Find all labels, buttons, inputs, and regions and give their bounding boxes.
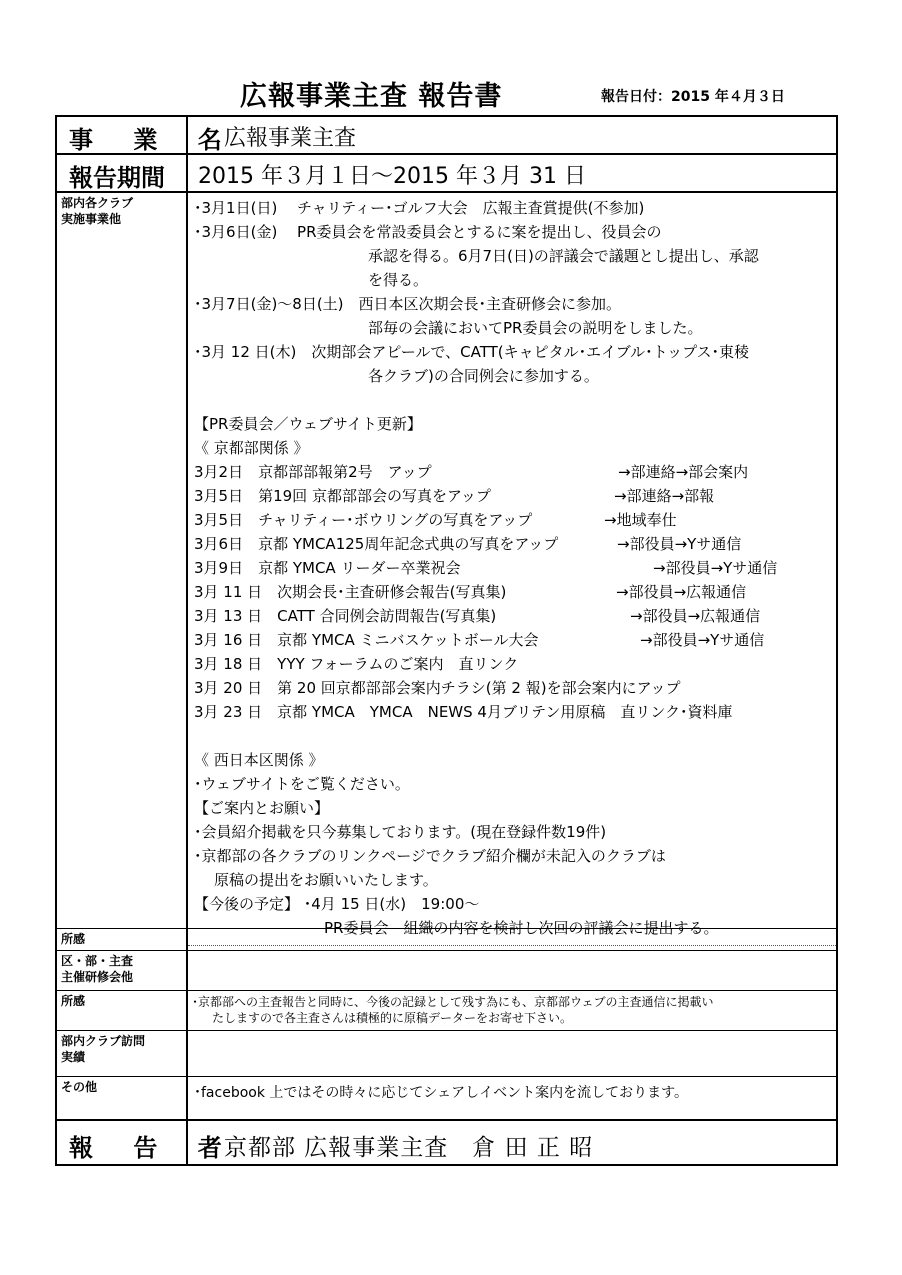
update-row — [194, 700, 836, 724]
notice-heading: 【ご案内とお願い】 — [194, 799, 330, 817]
west-line: ･ウェブサイトをご覧ください。 — [194, 775, 410, 793]
reporter-label-cell — [57, 1121, 238, 1164]
project-value: 広報事業主査 — [224, 126, 357, 151]
dotted-rule — [188, 945, 836, 946]
visits-label-line: 部内クラブ訪問 — [61, 1034, 146, 1048]
update-text: 3月 23 日 京都 YMCA YMCA NEWS 4月ブリテン用原稿 直リンク･資料庫 — [194, 703, 733, 721]
period-value-cell — [188, 155, 836, 191]
event-line: 承認を得る。6月7日(日)の評議会で議題とし提出し、承認 — [368, 247, 759, 265]
update-row — [194, 628, 836, 652]
note-line: たしますので各主査さんは積極的に原稿データーをお寄せ下さい。 — [212, 1011, 573, 1025]
spacer — [194, 388, 836, 412]
update-row — [194, 652, 836, 676]
impression-1-label: 所感 — [61, 932, 86, 946]
update-text: 3月 18 日 YYY フォーラムのご案内 直リンク — [194, 655, 519, 673]
other-label: その他 — [61, 1080, 98, 1094]
seminar-label-line: 区・部・主査 — [61, 954, 134, 968]
notice-line: 原稿の提出をお願いいたします。 — [214, 871, 438, 889]
report-date: 報告日付：2015 年４月３日 — [601, 89, 785, 105]
activities-label-line: 部内各クラブ — [61, 196, 134, 210]
activities-label-line: 実施事業他 — [61, 212, 122, 226]
update-row — [194, 676, 836, 700]
impression-1-label-cell — [57, 929, 188, 950]
pr-heading: 【PR委員会／ウェブサイト更新】 — [194, 415, 422, 433]
update-arrow: →部役員→Yサ通信 — [617, 535, 742, 553]
event-line: ･3月6日(金) PR委員会を常設委員会とするに案を提出し、役員会の — [194, 223, 662, 241]
notice-line: ･京都部の各クラブのリンクページでクラブ紹介欄が未記入のクラブは — [194, 847, 666, 865]
update-text: 3月 11 日 次期会長･主査研修会報告(写真集) — [194, 583, 507, 601]
update-row — [194, 580, 836, 604]
row-seminar — [57, 951, 836, 991]
update-arrow: →地域奉仕 — [604, 511, 677, 529]
update-arrow: →部役員→Yサ通信 — [640, 631, 765, 649]
period-label-cell — [57, 155, 188, 191]
update-row — [194, 508, 836, 532]
event-line: 各クラブ)の合同例会に参加する。 — [368, 367, 599, 385]
project-label: 事 業 名 — [69, 126, 238, 154]
document-title: 広報事業主査 報告書 — [240, 81, 503, 112]
reporter-value: 京都部 広報事業主査 倉 田 正 昭 — [224, 1135, 594, 1161]
row-activities — [57, 193, 836, 937]
update-text: 3月 16 日 京都 YMCA ミニバスケットボール大会 — [194, 631, 539, 649]
update-text: 3月6日 京都 YMCA125周年記念式典の写真をアップ — [194, 535, 559, 553]
update-row — [194, 532, 836, 556]
project-value-cell — [188, 117, 836, 153]
visits-value-cell — [188, 1031, 836, 1076]
update-text: 3月5日 第19回 京都部部会の写真をアップ — [194, 487, 491, 505]
impression-1-value-cell — [188, 929, 836, 950]
other-value: ･facebook 上ではその時々に応じてシェアしイベント案内を流しております。 — [194, 1085, 688, 1101]
visits-label-line: 実績 — [61, 1050, 86, 1064]
note-line: ･京都部への主査報告と同時に、今後の記録として残す為にも、京都部ウェブの主査通信に掲載い — [192, 995, 714, 1009]
update-text: 3月9日 京都 YMCA リーダー卒業祝会 — [194, 559, 461, 577]
row-impression-1 — [57, 929, 836, 951]
impression-2-label-cell — [57, 991, 188, 1030]
update-text: 3月5日 チャリティー･ボウリングの写真をアップ — [194, 511, 533, 529]
row-reporter — [57, 1121, 836, 1164]
event-line: ･3月 12 日(木) 次期部会アピールで、CATT(キャピタル･エイブル･トップス･東稜 — [194, 343, 750, 361]
event-line: を得る。 — [368, 271, 429, 289]
event-line: 部毎の会議においてPR委員会の説明をしました。 — [368, 319, 703, 337]
visits-label — [57, 1031, 186, 1065]
row-period — [57, 155, 836, 193]
activities-content — [188, 193, 836, 940]
schedule-detail: PR委員会 組織の内容を検討し次回の評議会に提出する。 — [324, 919, 719, 937]
update-text: 3月 13 日 CATT 合同例会訪問報告(写真集) — [194, 607, 497, 625]
update-text: 3月2日 京都部部報第2号 アップ — [194, 463, 432, 481]
reporter-label: 報 告 者 — [69, 1134, 238, 1162]
seminar-value-cell — [188, 951, 836, 990]
update-row — [194, 460, 836, 484]
row-other — [57, 1077, 836, 1121]
row-project — [57, 117, 836, 155]
schedule-line: 【今後の予定】 ･4月 15 日(水) 19:00～ — [194, 895, 480, 913]
period-value: 2015 年３月１日～2015 年３月 31 日 — [198, 164, 586, 189]
notice-line: ･会員紹介掲載を只今募集しております。(現在登録件数19件) — [194, 823, 607, 841]
impression-2-value-cell — [188, 991, 836, 1030]
report-form — [55, 115, 838, 1166]
other-label-cell — [57, 1077, 188, 1119]
update-arrow: →部役員→広報通信 — [616, 583, 747, 601]
document-header — [0, 0, 902, 115]
impression-2-label: 所感 — [61, 994, 86, 1008]
update-row — [194, 484, 836, 508]
activities-label-cell — [57, 193, 188, 928]
reporter-value-cell — [188, 1121, 836, 1164]
update-arrow: →部連絡→部会案内 — [618, 463, 749, 481]
spacer — [194, 724, 836, 748]
update-arrow: →部役員→広報通信 — [630, 607, 761, 625]
update-row — [194, 604, 836, 628]
update-arrow: →部連絡→部報 — [614, 487, 715, 505]
kyoto-heading: 《 京都部関係 》 — [194, 439, 309, 457]
seminar-label-line: 主催研修会他 — [61, 970, 134, 984]
event-line: ･3月1日(日) チャリティー･ゴルフ大会 広報主査賞提供(不参加) — [194, 199, 645, 217]
update-row — [194, 556, 836, 580]
activities-label — [57, 193, 186, 227]
seminar-label-cell — [57, 951, 188, 990]
activities-value-cell — [188, 193, 836, 937]
seminar-label — [57, 951, 186, 985]
impression-2-note — [188, 991, 836, 1026]
other-value-cell — [188, 1077, 836, 1119]
west-heading: 《 西日本区関係 》 — [194, 751, 324, 769]
update-text: 3月 20 日 第 20 回京都部部会案内チラシ(第 2 報)を部会案内にアップ — [194, 679, 681, 697]
update-arrow: →部役員→Yサ通信 — [653, 559, 778, 577]
period-label: 報告期間 — [69, 164, 165, 192]
row-impression-2 — [57, 991, 836, 1031]
event-line: ･3月7日(金)～8日(土) 西日本区次期会長･主査研修会に参加。 — [194, 295, 622, 313]
row-visits — [57, 1031, 836, 1077]
visits-label-cell — [57, 1031, 188, 1076]
project-label-cell — [57, 117, 238, 154]
